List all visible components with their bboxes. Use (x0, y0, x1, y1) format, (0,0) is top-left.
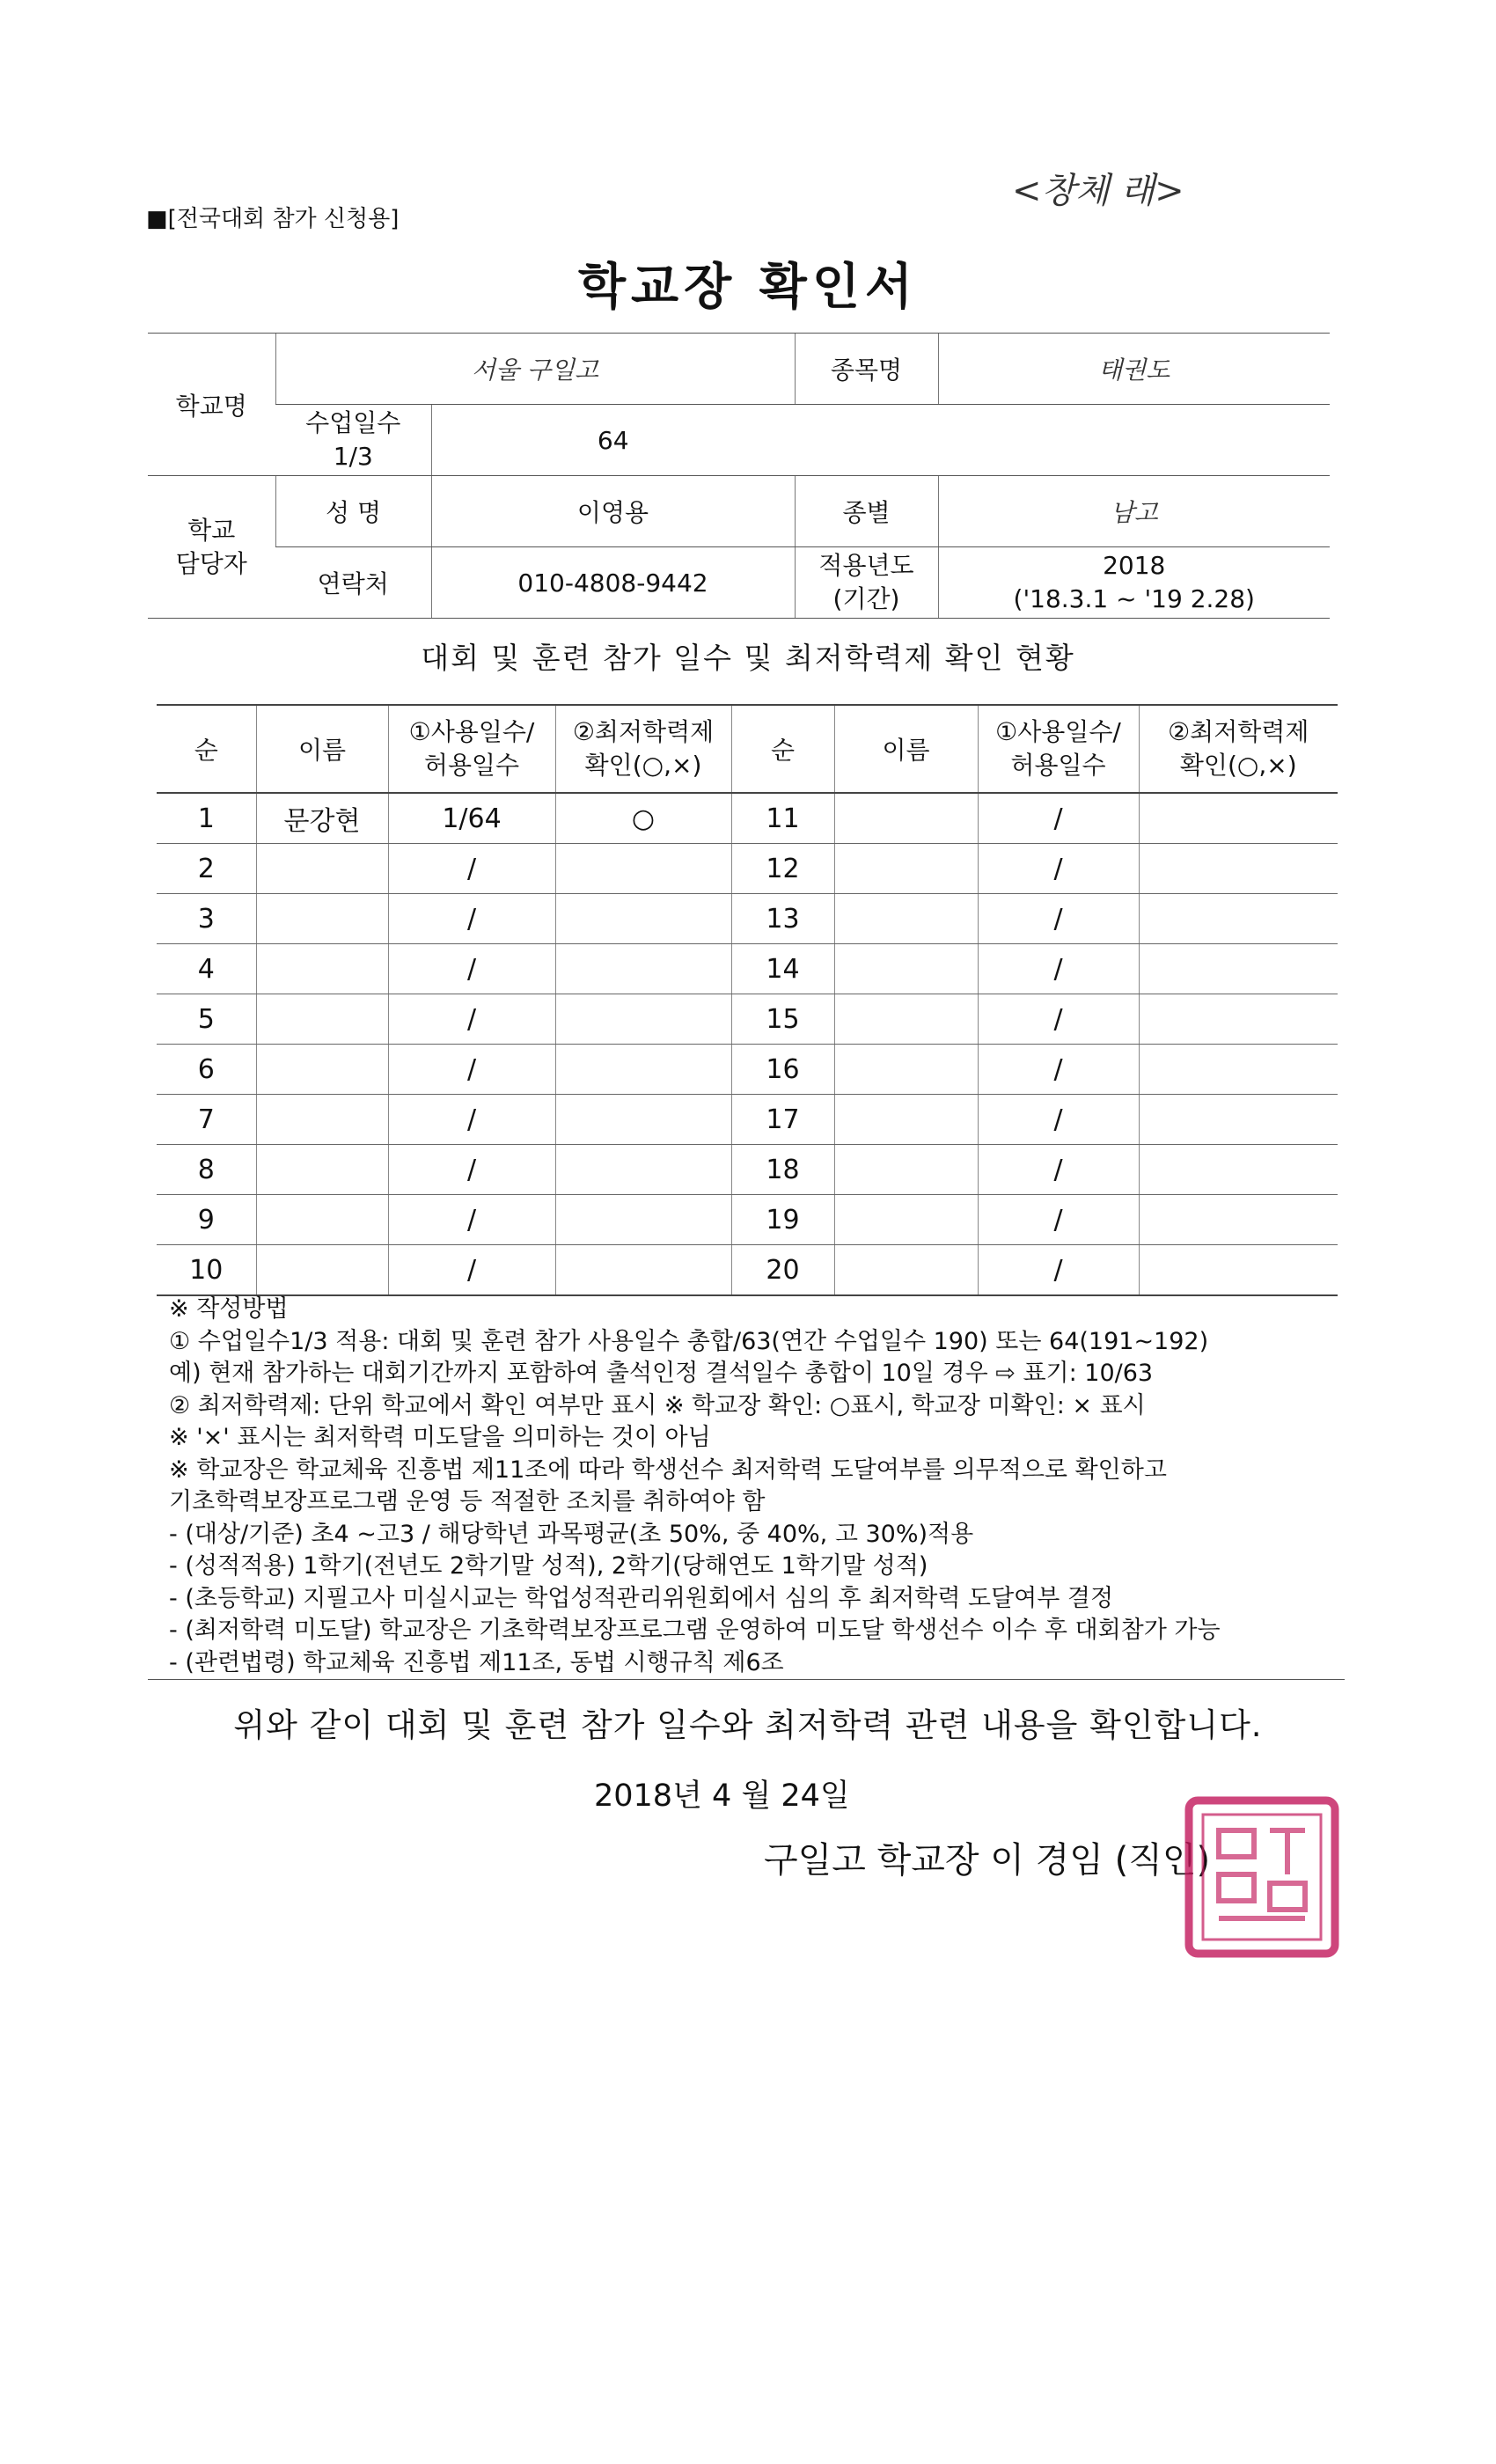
document-title: 학교장 확인서 (577, 259, 919, 316)
row-number: 6 (157, 1045, 256, 1095)
row-number: 11 (731, 793, 834, 844)
row-number: 15 (731, 994, 834, 1045)
note-line: ① 수업일수1/3 적용: 대회 및 훈련 참가 사용일수 총합/63(연간 수업일수 190) 또는 64(191~192) (169, 1327, 1209, 1355)
manager-name-value: 이영용 (431, 476, 795, 547)
min-grade-check (555, 844, 731, 894)
school-days-value: 64 (431, 405, 795, 476)
table-row (157, 1195, 1338, 1245)
handwritten-corner-note: <창체 래> (1012, 171, 1184, 211)
row-number: 9 (157, 1195, 256, 1245)
row-number: 2 (157, 844, 256, 894)
student-name (834, 894, 978, 944)
min-grade-check (555, 894, 731, 944)
row-number: 19 (731, 1195, 834, 1245)
principal-signature: 구일고 학교장 이 경임 (직인) (764, 1840, 1211, 1881)
student-name (256, 1195, 388, 1245)
note-line: ※ 작성방법 (169, 1295, 289, 1323)
form-type-tag: ■[전국대회 참가 신청용] (146, 206, 400, 232)
used-days: / (388, 1195, 555, 1245)
table-row (157, 1145, 1338, 1195)
student-name (256, 1245, 388, 1296)
used-days: / (978, 1145, 1139, 1195)
table-row (157, 944, 1338, 994)
min-grade-check (1139, 1045, 1338, 1095)
col-no-header: 순 (157, 705, 256, 793)
col-name-header: 이름 (834, 705, 978, 793)
row-number: 17 (731, 1095, 834, 1145)
table-row (157, 894, 1338, 944)
note-line: ※ '×' 표시는 최저학력 미도달을 의미하는 것이 아님 (169, 1424, 711, 1451)
used-days: / (388, 1245, 555, 1296)
col-no-header: 순 (731, 705, 834, 793)
min-grade-check: ○ (555, 793, 731, 844)
school-name-label: 학교명 (148, 334, 275, 476)
used-days: / (388, 944, 555, 994)
used-days: / (978, 1245, 1139, 1296)
row-number: 16 (731, 1045, 834, 1095)
note-line: 기초학력보장프로그램 운영 등 적절한 조치를 취하여야 함 (169, 1488, 766, 1515)
student-name (256, 1095, 388, 1145)
row-number: 14 (731, 944, 834, 994)
student-name (834, 844, 978, 894)
student-name (256, 944, 388, 994)
contact-value: 010-4808-9442 (431, 547, 795, 619)
row-number: 7 (157, 1095, 256, 1145)
min-grade-check (555, 1245, 731, 1296)
min-grade-check (1139, 1095, 1338, 1145)
used-days: 1/64 (388, 793, 555, 844)
manager-name-label: 성 명 (275, 476, 431, 547)
divider (148, 1679, 1345, 1680)
student-name (834, 793, 978, 844)
row-number: 4 (157, 944, 256, 994)
student-name (834, 1245, 978, 1296)
min-grade-check (1139, 944, 1338, 994)
sport-value: 태권도 (938, 334, 1330, 405)
student-name (256, 844, 388, 894)
row-number: 8 (157, 1145, 256, 1195)
note-line: - (관련법령) 학교체육 진흥법 제11조, 동법 시행규칙 제6조 (169, 1648, 784, 1676)
sport-label: 종목명 (795, 334, 938, 405)
student-name (834, 994, 978, 1045)
table-row (157, 1245, 1338, 1296)
row-number: 5 (157, 994, 256, 1045)
used-days: / (388, 894, 555, 944)
table-row (157, 1045, 1338, 1095)
note-line: - (성적적용) 1학기(전년도 2학기말 성적), 2학기(당해연도 1학기말 성적) (169, 1552, 928, 1580)
student-name (256, 994, 388, 1045)
min-grade-check (1139, 1195, 1338, 1245)
school-name-value: 서울 구일고 (275, 334, 795, 405)
min-grade-check (555, 1195, 731, 1245)
col-used-days-header: ①사용일수/ 허용일수 (388, 705, 555, 793)
student-name (834, 1095, 978, 1145)
min-grade-check (1139, 994, 1338, 1045)
note-line: - (초등학교) 지필고사 미실시교는 학업성적관리위원회에서 심의 후 최저학력 도달여부 결정 (169, 1584, 1114, 1612)
note-line: ※ 학교장은 학교체육 진흥법 제11조에 따라 학생선수 최저학력 도달여부를 의무적으로 확인하고 (169, 1456, 1167, 1484)
student-name (834, 1195, 978, 1245)
min-grade-check (555, 1145, 731, 1195)
apply-year-value: 2018 ('18.3.1 ~ '19 2.28) (938, 547, 1330, 619)
min-grade-check (555, 1045, 731, 1095)
row-number: 1 (157, 793, 256, 844)
used-days: / (978, 793, 1139, 844)
student-name (256, 1145, 388, 1195)
used-days: / (978, 1045, 1139, 1095)
student-name (834, 1045, 978, 1095)
table-row (157, 793, 1338, 844)
used-days: / (978, 894, 1139, 944)
min-grade-check (555, 1095, 731, 1145)
school-days-label: 수업일수 1/3 (275, 405, 431, 476)
used-days: / (388, 844, 555, 894)
table-row (157, 1095, 1338, 1145)
table-row (157, 844, 1338, 894)
student-name: 문강현 (256, 793, 388, 844)
used-days: / (978, 994, 1139, 1045)
used-days: / (978, 844, 1139, 894)
min-grade-check (1139, 1245, 1338, 1296)
note-line: - (최저학력 미도달) 학교장은 기초학력보장프로그램 운영하여 미도달 학생선수 이수 후 대회참가 가능 (169, 1617, 1221, 1644)
note-line: ② 최저학력제: 단위 학교에서 확인 여부만 표시 ※ 학교장 확인: ○표시, 학교장 미확인: × 표시 (169, 1391, 1146, 1419)
used-days: / (388, 1095, 555, 1145)
contact-label: 연락처 (275, 547, 431, 619)
col-used-days-header: ①사용일수/ 허용일수 (978, 705, 1139, 793)
used-days: / (978, 944, 1139, 994)
min-grade-check (1139, 793, 1338, 844)
official-seal-stamp (1184, 1795, 1340, 1959)
row-number: 13 (731, 894, 834, 944)
row-number: 3 (157, 894, 256, 944)
col-min-grade-header: ②최저학력제 확인(○,×) (1139, 705, 1338, 793)
row-number: 10 (157, 1245, 256, 1296)
table-row (157, 994, 1338, 1045)
row-number: 18 (731, 1145, 834, 1195)
student-name (256, 1045, 388, 1095)
division-label: 종별 (795, 476, 938, 547)
min-grade-check (1139, 894, 1338, 944)
manager-label: 학교 담당자 (148, 476, 275, 619)
division-value: 남고 (938, 476, 1330, 547)
used-days: / (978, 1195, 1139, 1245)
issue-date: 2018년 4 월 24일 (594, 1778, 850, 1814)
used-days: / (978, 1095, 1139, 1145)
student-name (834, 944, 978, 994)
apply-year-label: 적용년도 (기간) (795, 547, 938, 619)
confirmation-statement: 위와 같이 대회 및 훈련 참가 일수와 최저학력 관련 내용을 확인합니다. (233, 1706, 1263, 1744)
roster-subtitle: 대회 및 훈련 참가 일수 및 최저학력제 확인 현황 (421, 641, 1075, 675)
min-grade-check (1139, 1145, 1338, 1195)
student-name (256, 894, 388, 944)
table-header-row (157, 705, 1338, 793)
used-days: / (388, 1045, 555, 1095)
participation-table (157, 704, 1338, 1296)
min-grade-check (1139, 844, 1338, 894)
col-name-header: 이름 (256, 705, 388, 793)
min-grade-check (555, 994, 731, 1045)
note-line: - (대상/기준) 초4 ~고3 / 해당학년 과목평균(초 50%, 중 40%, 고 30%)적용 (169, 1520, 974, 1548)
row-number: 12 (731, 844, 834, 894)
used-days: / (388, 1145, 555, 1195)
instructions-notes (169, 1294, 1348, 1679)
school-info-table (148, 333, 1330, 619)
note-line: 예) 현재 참가하는 대회기간까지 포함하여 출석인정 결석일수 총합이 10일 경우 ⇨ 표기: 10/63 (169, 1360, 1154, 1387)
student-name (834, 1145, 978, 1195)
min-grade-check (555, 944, 731, 994)
row-number: 20 (731, 1245, 834, 1296)
used-days: / (388, 994, 555, 1045)
col-min-grade-header: ②최저학력제 확인(○,×) (555, 705, 731, 793)
